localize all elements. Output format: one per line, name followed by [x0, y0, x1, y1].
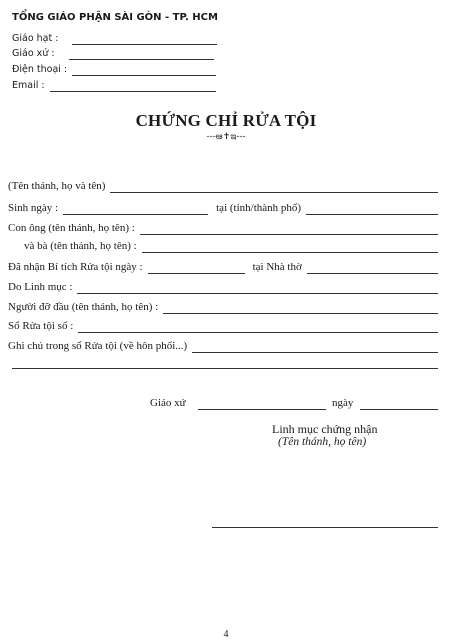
form-row-register: [8, 320, 438, 333]
register-line[interactable]: [78, 323, 438, 333]
birth-place-label: tại (tỉnh/thành phố): [216, 202, 302, 214]
title-ornament: ---ఆ✝ఇ---: [206, 132, 246, 142]
father-label: Con ông (tên thánh, họ tên) :: [8, 222, 135, 234]
church-line[interactable]: [307, 264, 438, 274]
birth-date-label: Sinh ngày :: [8, 202, 59, 214]
form-row-name: [8, 180, 438, 193]
sign-parish-line[interactable]: [198, 409, 326, 410]
parish-line[interactable]: [69, 50, 214, 60]
phone-label: Điện thoại :: [12, 64, 68, 75]
notes-line[interactable]: [192, 343, 438, 353]
archdiocese-name: TỔNG GIÁO PHẬN SÀI GÒN - TP. HCM: [12, 12, 218, 23]
page-number: 4: [223, 629, 229, 640]
form-row-mother: [24, 240, 438, 253]
header-field-email: [12, 80, 216, 92]
priest-signature-line[interactable]: [212, 527, 438, 528]
notes-label: Ghi chú trong sổ Rửa tội (về hôn phối...): [8, 340, 188, 352]
mother-line[interactable]: [142, 243, 438, 253]
deanery-line[interactable]: [72, 35, 217, 45]
form-row-baptism: [8, 261, 438, 274]
sign-parish-label: Giáo xứ: [150, 397, 186, 409]
form-row-notes: [8, 340, 438, 353]
birth-date-line[interactable]: [63, 205, 208, 215]
sign-date-line[interactable]: [360, 409, 438, 410]
birth-place-line[interactable]: [306, 205, 438, 215]
form-row-father: [8, 222, 438, 235]
priest-label: Do Linh mục :: [8, 281, 73, 293]
notes-extra-line[interactable]: [12, 368, 438, 369]
form-row-godparent: [8, 301, 438, 314]
father-line[interactable]: [140, 225, 438, 235]
register-label: Sổ Rửa tội số :: [8, 320, 74, 332]
parish-label: Giáo xứ :: [12, 48, 55, 59]
priest-title: Linh mục chứng nhận: [272, 422, 378, 436]
certificate-title: CHỨNG CHỈ RỬA TỘI: [135, 111, 317, 130]
header-field-phone: [12, 64, 216, 76]
priest-subtitle: (Tên thánh, họ tên): [278, 436, 367, 448]
mother-label: và bà (tên thánh, họ tên) :: [24, 240, 137, 252]
email-line[interactable]: [50, 82, 216, 92]
email-label: Email :: [12, 80, 45, 91]
header-field-parish: [12, 48, 214, 60]
baptism-date-label: Đã nhận Bí tích Rửa tội ngày :: [8, 261, 143, 273]
phone-line[interactable]: [72, 66, 216, 76]
deanery-label: Giáo hạt :: [12, 33, 59, 44]
baptism-date-line[interactable]: [148, 264, 245, 274]
godparent-line[interactable]: [163, 304, 438, 314]
name-label: (Tên thánh, họ và tên): [8, 180, 106, 192]
sign-date-label: ngày: [332, 397, 354, 409]
godparent-label: Người đỡ đầu (tên thánh, họ tên) :: [8, 301, 159, 313]
form-row-priest: [8, 281, 438, 294]
form-row-birth: [8, 202, 438, 215]
priest-line[interactable]: [77, 284, 438, 294]
name-line[interactable]: [110, 183, 438, 193]
church-label: tại Nhà thờ: [252, 261, 302, 273]
header-field-deanery: [12, 33, 217, 45]
